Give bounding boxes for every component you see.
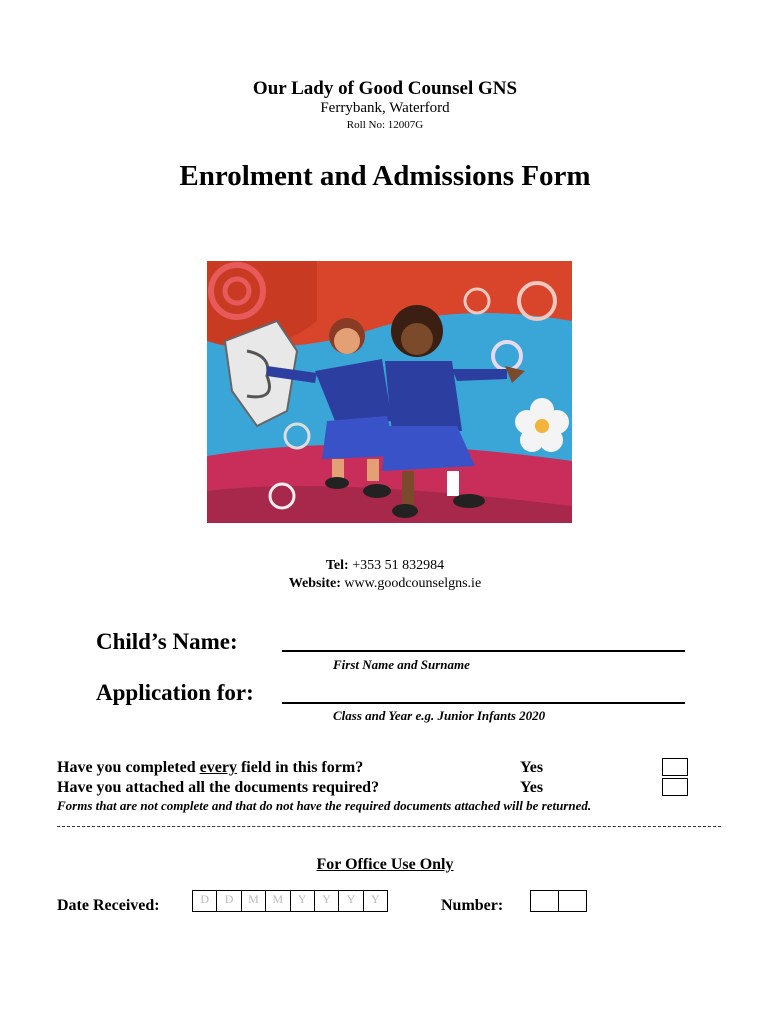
answer-all-fields-yes: Yes [520,759,544,776]
tel-label: Tel: [325,558,349,573]
date-cell[interactable]: Y [370,892,380,906]
incomplete-form-warning: Forms that are not complete and that do not have the required documents attached will be returned. [57,798,592,813]
all-fields-checkbox[interactable] [662,758,688,776]
answer-documents-yes: Yes [520,779,544,796]
number-cell[interactable] [531,891,559,911]
date-cell[interactable]: Y [315,891,339,911]
application-field[interactable] [282,702,685,704]
number-field[interactable] [530,890,587,912]
question-all-fields [57,759,363,777]
question-all-fields-text-end: field in this form? [236,759,364,776]
website-label: Website: [288,576,341,591]
documents-checkbox[interactable] [662,778,688,796]
date-cell[interactable]: M [242,891,266,911]
date-cell[interactable]: M [266,891,290,911]
number-cell[interactable] [559,891,586,911]
school-location: Ferrybank, Waterford [320,100,450,116]
child-name-hint: First Name and Surname [333,657,470,672]
date-cell[interactable]: Y [339,891,363,911]
date-received-field[interactable] [192,890,388,912]
section-divider [57,826,721,827]
roll-number: Roll No: 12007G [346,119,424,131]
application-label: Application for: [96,680,254,705]
office-use-heading: For Office Use Only [316,856,454,873]
date-cell[interactable]: D [217,891,241,911]
date-cell[interactable]: D [193,891,217,911]
number-label: Number: [441,897,504,914]
child-name-label: Child’s Name: [96,629,238,654]
application-hint: Class and Year e.g. Junior Infants 2020 [333,708,546,723]
date-received-label: Date Received: [57,897,160,914]
tel-value: +353 51 832984 [352,558,445,573]
website-line [0,576,770,592]
website-value[interactable]: www.goodcounselgns.ie [344,576,482,591]
school-mural-photo [207,261,572,523]
question-all-fields-emphasis: every [199,759,237,776]
mural-illustration [207,261,572,523]
telephone-line [0,558,770,574]
question-all-fields-text-start: Have you completed [57,759,200,776]
date-cell[interactable]: Y [291,891,315,911]
form-title: Enrolment and Admissions Form [179,160,591,192]
child-name-field[interactable] [282,650,685,652]
question-documents: Have you attached all the documents required? [57,779,380,796]
school-name: Our Lady of Good Counsel GNS [252,78,518,99]
